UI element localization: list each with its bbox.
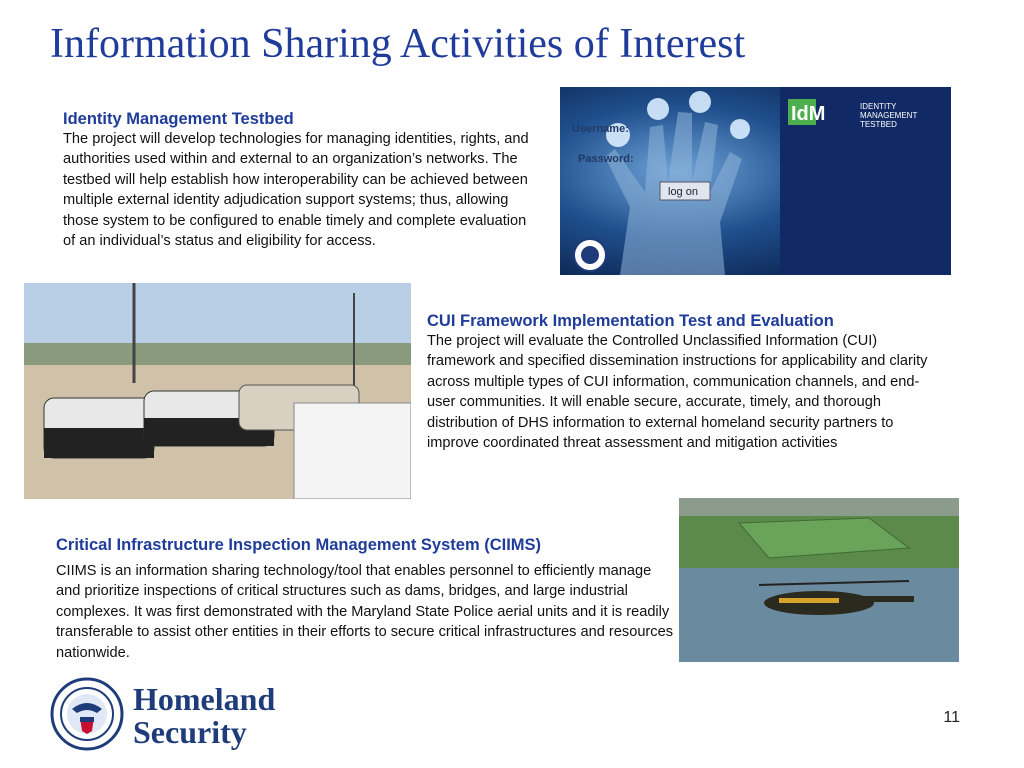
idm-section bbox=[63, 109, 533, 251]
username-label: Username: bbox=[572, 123, 629, 135]
login-button-label: log on bbox=[668, 186, 698, 198]
ciims-heading: Critical Infrastructure Inspection Management System (CIIMS) bbox=[56, 536, 542, 554]
brand-line-2: Security bbox=[133, 714, 247, 750]
cui-section bbox=[427, 311, 947, 453]
idm-heading: Identity Management Testbed bbox=[63, 110, 294, 128]
cui-heading: CUI Framework Implementation Test and Evaluation bbox=[427, 312, 834, 330]
idm-caption-3: TESTBED bbox=[860, 120, 897, 129]
idm-logo-text: IdM bbox=[791, 103, 826, 125]
page-number: 11 bbox=[943, 709, 960, 726]
homeland-security-wordmark bbox=[133, 683, 275, 749]
idm-caption-1: IDENTITY bbox=[860, 102, 897, 111]
ciims-section bbox=[56, 535, 676, 663]
idm-image bbox=[560, 87, 951, 275]
slide-title: Information Sharing Activities of Interest bbox=[50, 21, 746, 67]
idm-caption-2: MANAGEMENT bbox=[860, 111, 918, 120]
cui-body: The project will evaluate the Controlled Unclassified Information (CUI) framework and specified dissemination instructions for applicability and clarity across multiple types of CUI information, communication channels, and end-user communities. It will enable secure, accurate, timely, and thorough distribution of DHS information to external homeland security partners to improve coordinated threat assessment and mitigation activities bbox=[427, 333, 928, 452]
idm-body: The project will develop technologies for managing identities, rights, and authorities used within and external to an organization’s networks. The testbed will help establish how interoperability can be achieved between multiple external identity adjudication support systems; thus, allowing those system to be configured to enable timely and complete evaluation of an individual’s status and eligibility for access. bbox=[63, 131, 529, 250]
brand-line-1: Homeland bbox=[133, 681, 276, 717]
helicopter-photo bbox=[679, 498, 959, 662]
ciims-body: CIIMS is an information sharing technology/tool that enables personnel to efficiently manage and prioritize inspections of critical structures such as dams, bridges, and large industrial complexes. It was first demonstrated with the Maryland State Police aerial units and it is readily transferable to assist other entities in their efforts to secure critical infrastructures and resources nationwide. bbox=[56, 563, 673, 661]
password-label: Password: bbox=[578, 153, 634, 165]
police-cars-photo bbox=[24, 283, 411, 499]
dhs-seal-icon bbox=[50, 677, 124, 756]
